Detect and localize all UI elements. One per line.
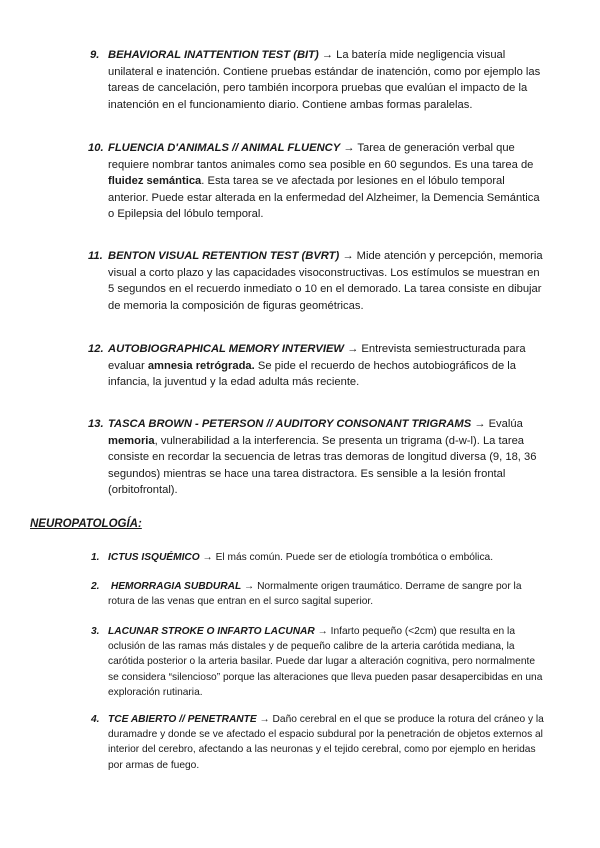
item-number: 10.	[88, 142, 104, 154]
item-text: . Esta tarea se ve afectada por lesiones en el lóbulo temporal anterior. Puede estar alterada en la enfermedad del Alzheimer, la Demencia Semántica o Epilepsia del lóbulo temporal.	[108, 175, 540, 221]
item-title: HEMORRAGIA SUBDURAL	[110, 581, 242, 592]
arrow: →	[339, 250, 357, 262]
item-title: TCE ABIERTO // PENETRANTE	[108, 714, 257, 725]
arrow: →	[340, 142, 358, 154]
section-title: NEUROPATOLOGÍA:	[30, 518, 142, 530]
item-text: Mide atención y percepción, memoria visual a corto plazo y las capacidades visoconstructivas. Los estímulos se muestran en 5 segundos en el recuerdo inmediato o 10 en el demorado. La tarea consiste en dibujar de memoria la composición de figuras geométricas.	[108, 250, 543, 312]
item-text: , vulnerabilidad a la interferencia. Se presenta un trigrama (d-w-l). La tarea consiste en recordar la secuencia de letras tras demoras de longitud diversa (9, 18, 36 segundos) mientras se hace una tarea distractora. Es sensible a la lesión frontal (orbitofrontal).	[108, 434, 537, 497]
list-item-10	[88, 140, 548, 223]
item-bold-term: memoria	[108, 434, 155, 447]
item-text: Normalmente origen traumático. Derrame de sangre por la rotura de las venas que entran en el surco sagital superior.	[108, 581, 522, 608]
list-item-9	[90, 47, 548, 113]
arrow: →	[241, 581, 258, 592]
item-title: TASCA BROWN - PETERSON // AUDITORY CONSONANT TRIGRAMS	[108, 418, 472, 430]
item-title: BENTON VISUAL RETENTION TEST (BVRT)	[108, 250, 340, 262]
list-item-11	[88, 248, 548, 314]
arrow: →	[256, 714, 273, 725]
item-title: FLUENCIA D'ANIMALS // ANIMAL FLUENCY	[108, 142, 341, 154]
item-number: 11.	[88, 250, 103, 262]
item-number: 12.	[88, 343, 104, 355]
list-item-12	[88, 341, 548, 391]
sub-list-item-2	[91, 579, 548, 609]
arrow: →	[318, 49, 337, 61]
item-bold-term: fluidez semántica	[108, 175, 202, 188]
arrow: →	[344, 343, 362, 355]
arrow: →	[471, 418, 489, 430]
item-text: Se pide el recuerdo de hechos autobiográficos de la infancia, la juventud y la edad adulta más reciente.	[108, 359, 516, 389]
item-title: BEHAVIORAL INATTENTION TEST (BIT)	[108, 49, 319, 61]
item-text: Infarto pequeño (<2cm) que resulta en la oclusión de las ramas más distales y de pequeño calibre de la arteria carótida mediana, la carótida posterior o la arteria basilar. Puede dar lugar a alteración cognitiva, pero normalmente se considera “silencioso” porque las alteraciones que lleva pueden pasar desapercibidas en una exploración rutinaria.	[108, 626, 543, 698]
item-number: 1.	[91, 552, 100, 563]
sub-list-item-4	[91, 712, 548, 773]
item-number: 3.	[91, 626, 100, 637]
item-number: 4.	[91, 714, 100, 725]
item-text: La batería mide negligencia visual unilateral e inatención. Contiene pruebas estándar de inatención, como por ejemplo las tareas de cancelación, pero también incorpora pruebas que evalúan el impacto de la inatención en el funcionamiento diario. Contiene ambas formas paralelas.	[108, 49, 541, 111]
item-number: 9.	[90, 49, 100, 61]
item-title: ICTUS ISQUÉMICO	[108, 552, 200, 563]
item-bold-term: amnesia retrógrada.	[147, 359, 255, 372]
item-title: AUTOBIOGRAPHICAL MEMORY INTERVIEW	[108, 343, 344, 355]
item-text: Tarea de generación verbal que requiere nombrar tantos animales como sea posible en 60 segundos. Es una tarea de	[108, 142, 534, 171]
item-number: 13.	[88, 418, 104, 430]
item-text: Daño cerebral en el que se produce la rotura del cráneo y la duramadre y donde se ve afectado el espacio subdural por la penetración de objetos externos al interior del cerebro, afectando a las neuronas y el tejido cerebral, como por ejemplo en heridas por armas de fuego.	[108, 714, 544, 771]
sub-list-item-3	[91, 624, 548, 700]
item-text: Evalúa	[488, 418, 523, 430]
sub-list-item-1	[91, 550, 548, 565]
item-text: Entrevista semiestructurada para evaluar	[108, 343, 526, 372]
item-text: El más común. Puede ser de etiología trombótica o embólica.	[215, 552, 494, 563]
arrow: →	[199, 552, 216, 563]
item-number: 2.	[91, 581, 100, 592]
item-title: LACUNAR STROKE O INFARTO LACUNAR	[108, 626, 315, 637]
arrow: →	[314, 626, 331, 637]
list-item-13	[88, 416, 548, 499]
